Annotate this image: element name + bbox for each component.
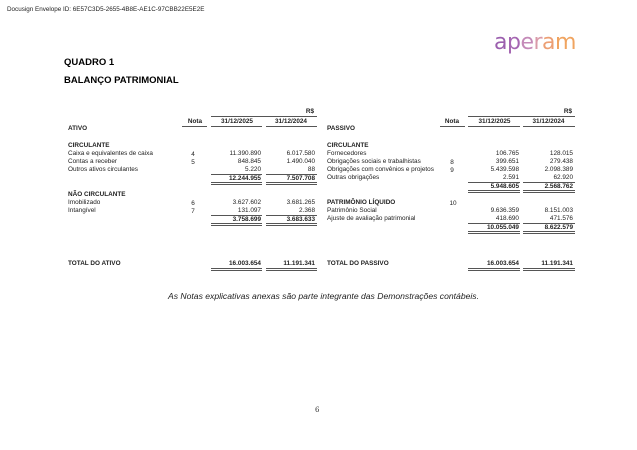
passivo-circulante-total-2025: 5.948.605 — [490, 183, 519, 190]
row-value-2025: 3.627.602 — [232, 199, 261, 206]
row-value-2024: 3.681.265 — [286, 199, 315, 206]
row-value-2024: 128.015 — [549, 150, 573, 157]
nao-circulante-total-2025: 3.758.699 — [232, 216, 261, 223]
logo-letter: e — [520, 30, 534, 55]
patrimonio-nota: 10 — [449, 200, 457, 207]
row-value-2024: 6.017.580 — [286, 150, 315, 157]
row-nota: 4 — [191, 151, 195, 158]
row-value-2025: 131.097 — [237, 207, 261, 214]
page-number: 6 — [315, 406, 320, 414]
docusign-envelope-id: Docusign Envelope ID: 6E57C3D5-2655-4B8E-AE1C-97CBB22E5E2E — [7, 6, 205, 13]
patrimonio-total-2024: 8.622.579 — [544, 224, 573, 231]
row-label: Patrimônio Social — [327, 207, 377, 214]
total-ativo-label: TOTAL DO ATIVO — [68, 260, 121, 267]
row-value-2025: 399.651 — [495, 158, 519, 165]
circulante-total-2025: 12.244.955 — [229, 175, 261, 182]
patrimonio-heading: PATRIMÔNIO LÍQUIDO — [327, 199, 396, 206]
total-ativo-2024: 11.191.341 — [283, 260, 315, 267]
footnote: As Notas explicativas anexas são parte integrante das Demonstrações contábeis. — [168, 291, 479, 301]
ativo-heading: ATIVO — [68, 125, 88, 132]
document-subtitle: BALANÇO PATRIMONIAL — [64, 75, 179, 86]
row-nota: 7 — [191, 208, 195, 215]
row-label: Ajuste de avaliação patrimonial — [327, 215, 416, 222]
row-nota: 5 — [191, 159, 195, 166]
nao-circulante-total-2024: 3.683.633 — [286, 216, 315, 223]
row-label: Imobilizado — [68, 199, 101, 206]
row-label: Fornecedores — [327, 150, 367, 157]
row-value-2024: 2.098.389 — [544, 166, 573, 173]
row-value-2025: 5.439.598 — [490, 166, 519, 173]
row-label: Caixa e equivalentes de caixa — [68, 150, 153, 157]
row-value-2024: 2.368 — [299, 207, 315, 214]
total-ativo-2025: 16.003.654 — [229, 260, 261, 267]
currency-label: R$ — [563, 108, 572, 115]
row-value-2025: 9.636.359 — [490, 207, 519, 214]
row-label: Obrigações com convênios e projetos — [327, 166, 434, 173]
row-label: Contas a receber — [68, 158, 118, 165]
logo-letter: p — [506, 30, 521, 55]
total-passivo-2024: 11.191.341 — [541, 260, 573, 267]
col-nota: Nota — [444, 118, 460, 125]
row-value-2024: 471.576 — [549, 215, 573, 222]
row-value-2024: 8.151.003 — [544, 207, 573, 214]
currency-label: R$ — [305, 108, 314, 115]
row-value-2025: 418.690 — [495, 215, 519, 222]
row-value-2025: 2.591 — [503, 174, 519, 181]
row-label: Outros ativos circulantes — [68, 166, 138, 173]
passivo-circulante-total-2024: 2.568.762 — [544, 183, 573, 190]
row-nota: 6 — [191, 200, 195, 207]
logo-letter: r — [533, 30, 543, 55]
circulante-total-2024: 7.507.708 — [286, 175, 315, 182]
row-nota: 8 — [450, 159, 454, 166]
document-title: QUADRO 1 — [64, 57, 115, 68]
ativo-circulante-heading: CIRCULANTE — [68, 142, 110, 149]
aperam-logo — [494, 30, 576, 55]
col-2025: 31/12/2025 — [478, 118, 511, 125]
row-value-2024: 88 — [307, 166, 315, 173]
row-nota: 9 — [450, 167, 454, 174]
row-label: Outras obrigações — [327, 174, 380, 181]
row-value-2025: 11.390.890 — [229, 150, 261, 157]
logo-letter: a — [542, 30, 556, 55]
passivo-heading: PASSIVO — [327, 125, 355, 132]
col-2025: 31/12/2025 — [221, 118, 253, 125]
total-passivo-label: TOTAL DO PASSIVO — [327, 260, 389, 267]
nao-circulante-heading: NÃO CIRCULANTE — [68, 191, 126, 198]
passivo-circulante-heading: CIRCULANTE — [327, 142, 369, 149]
logo-letter: m — [555, 30, 576, 55]
row-value-2024: 279.438 — [549, 158, 573, 165]
row-label: Obrigações sociais e trabalhistas — [327, 158, 421, 165]
row-value-2025: 5.220 — [245, 166, 261, 173]
row-value-2025: 106.765 — [495, 150, 519, 157]
row-value-2025: 848.845 — [237, 158, 261, 165]
col-2024: 31/12/2024 — [532, 118, 565, 125]
col-2024: 31/12/2024 — [275, 118, 307, 125]
row-value-2024: 1.490.040 — [286, 158, 315, 165]
col-nota: Nota — [187, 118, 203, 125]
logo-letter: a — [494, 30, 507, 55]
patrimonio-total-2025: 10.055.049 — [487, 224, 519, 231]
total-passivo-2025: 16.003.654 — [487, 260, 519, 267]
row-value-2024: 62.920 — [553, 174, 573, 181]
row-label: Intangível — [68, 207, 96, 214]
